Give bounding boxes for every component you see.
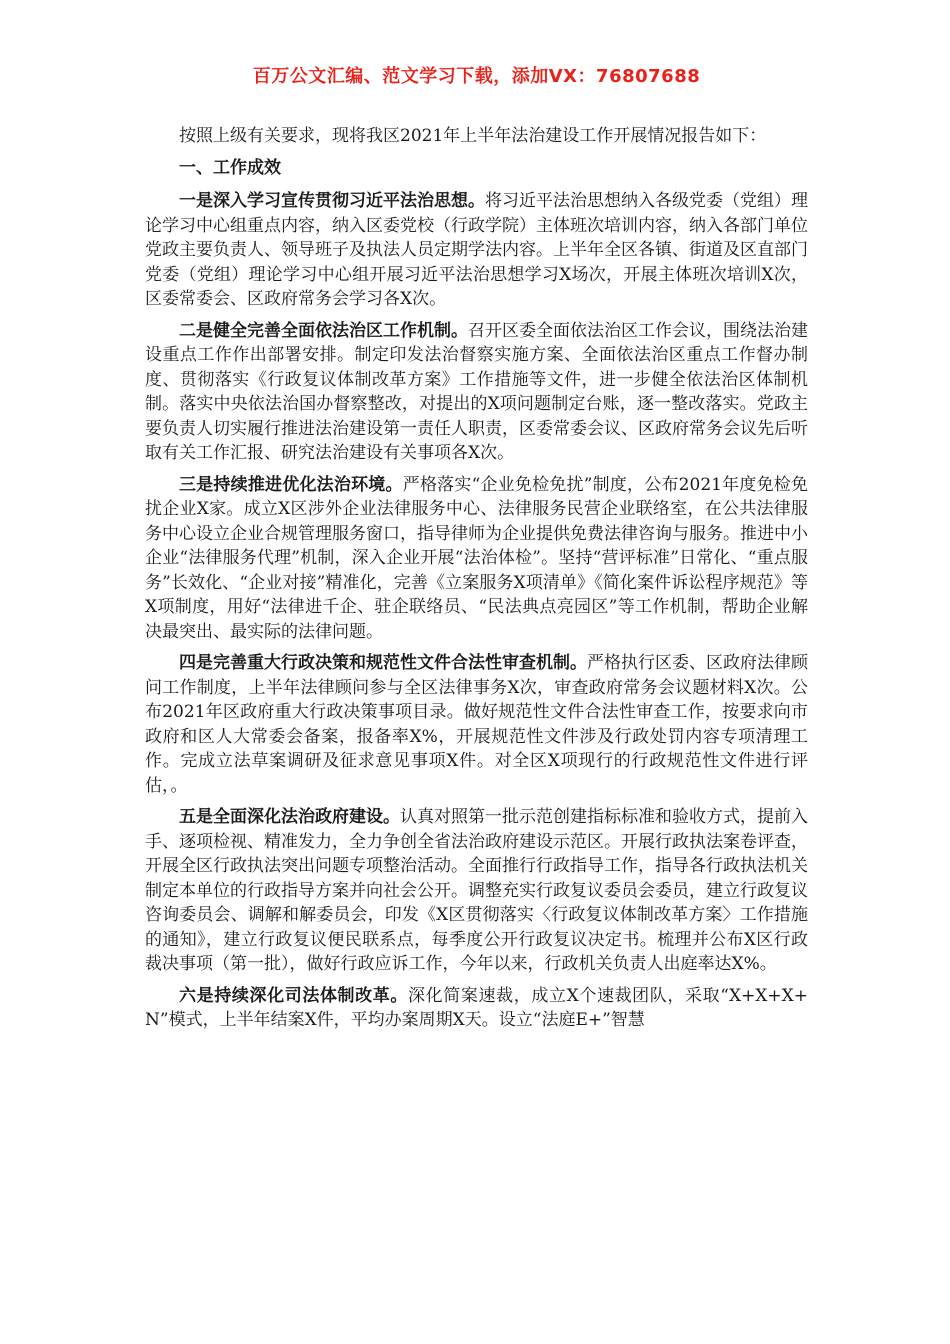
paragraph-2-body: 召开区委全面依法治区工作会议，围绕法治建设重点工作作出部署安排。制定印发法治督察实施方案、全面依法治区重点工作督办制度、贯彻落实《行政复议体制改革方案》工作措施等文件，进一步健全依法治区体制机制。落实中央依法治国办督察整改，对提出的X项问题制定台账，逐一整改落实。党政主要负责人切实履行推进法治建设第一责任人职责，区委常委会议、区政府常务会议先后听取有关工作汇报、研究法治建设有关事项各X次。	[145, 320, 808, 463]
paragraph-4-lead: 四是完善重大行政决策和规范性文件合法性审查机制。	[179, 653, 587, 673]
paragraph-3-lead: 三是持续推进优化法治环境。	[179, 474, 403, 495]
paragraph-2-lead: 二是健全完善全面依法治区工作机制。	[179, 320, 468, 341]
paragraph-5-body: 认真对照第一批示范创建指标标准和验收方式，提前入手、逐项检视、精准发力，全力争创全省法治政府建设示范区。开展行政执法案卷评查，开展全区行政执法突出问题专项整治活动。全面推行行政指导工作，指导各行政执法机关制定本单位的行政指导方案并向社会公开。调整充实行政复议委员会委员，建立行政复议咨询委员会、调解和解委员会，印发《X区贯彻落实〈行政复议体制改革方案〉工作措施的通知》，建立行政复议便民联系点，每季度公开行政复议决定书。梳理并公布X区行政裁决事项（第一批），做好行政应诉工作，今年以来，行政机关负责人出庭率达X%。	[145, 807, 808, 974]
document-page	[145, 62, 808, 1040]
paragraph-4	[145, 651, 808, 798]
section-heading: 一、工作成效	[179, 157, 281, 178]
intro-paragraph: 按照上级有关要求，现将我区2021年上半年法治建设工作开展情况报告如下：	[179, 126, 767, 146]
paragraph-1	[145, 189, 808, 312]
paragraph-6	[145, 984, 808, 1033]
paragraph-1-body: 将习近平法治思想纳入各级党委（党组）理论学习中心组重点内容，纳入区委党校（行政学院）主体班次培训内容，纳入各部门单位党政主要负责人、领导班子及执法人员定期学法内容。上半年全区各镇、街道及区直部门党委（党组）理论学习中心组开展习近平法治思想学习X场次，开展主体班次培训X次，区委常委会、区政府常务会学习各X次。	[145, 191, 808, 309]
paragraph-1-lead: 一是深入学习宣传贯彻习近平法治思想。	[179, 191, 485, 211]
paragraph-5	[145, 805, 808, 977]
paragraph-4-body: 严格执行区委、区政府法律顾问工作制度，上半年法律顾问参与全区法律事务X次，审查政府常务会议题材料X次。公布2021年区政府重大行政决策事项目录。做好规范性文件合法性审查工作，按要求向市政府和区人大常委会备案，报备率X%，开展规范性文件涉及行政处罚内容专项清理工作。完成立法草案调研及征求意见事项X件。对全区X项现行的行政规范性文件进行评估，。	[145, 653, 808, 796]
paragraph-6-lead: 六是持续深化司法体制改革。	[179, 985, 409, 1006]
paragraph-5-lead: 五是全面深化法治政府建设。	[179, 807, 400, 827]
paragraph-3	[145, 473, 808, 645]
paragraph-6-body: 深化简案速裁，成立X个速裁团队，采取“X+X+X+N”模式，上半年结案X件，平均办案周期X天。设立“法庭E+”智慧	[145, 985, 809, 1030]
paragraph-2	[145, 319, 808, 466]
promo-banner: 百万公文汇编、范文学习下载，添加VX：76807688	[252, 66, 701, 87]
paragraph-3-body: 严格落实“企业免检免扰”制度，公布2021年度免检免扰企业X家。成立X区涉外企业法律服务中心、法律服务民营企业联络室，在公共法律服务中心设立企业合规管理服务窗口，指导律师为企业提供免费法律咨询与服务。推进中小企业“法律服务代理”机制，深入企业开展“法治体检”。坚持“营评标准”日常化、“重点服务”长效化、“企业对接”精准化，完善《立案服务X项清单》《简化案件诉讼程序规范》等X项制度，用好“法律进千企、驻企联络员、“民法典点亮园区”等工作机制，帮助企业解决最突出、最实际的法律问题。	[145, 474, 808, 642]
